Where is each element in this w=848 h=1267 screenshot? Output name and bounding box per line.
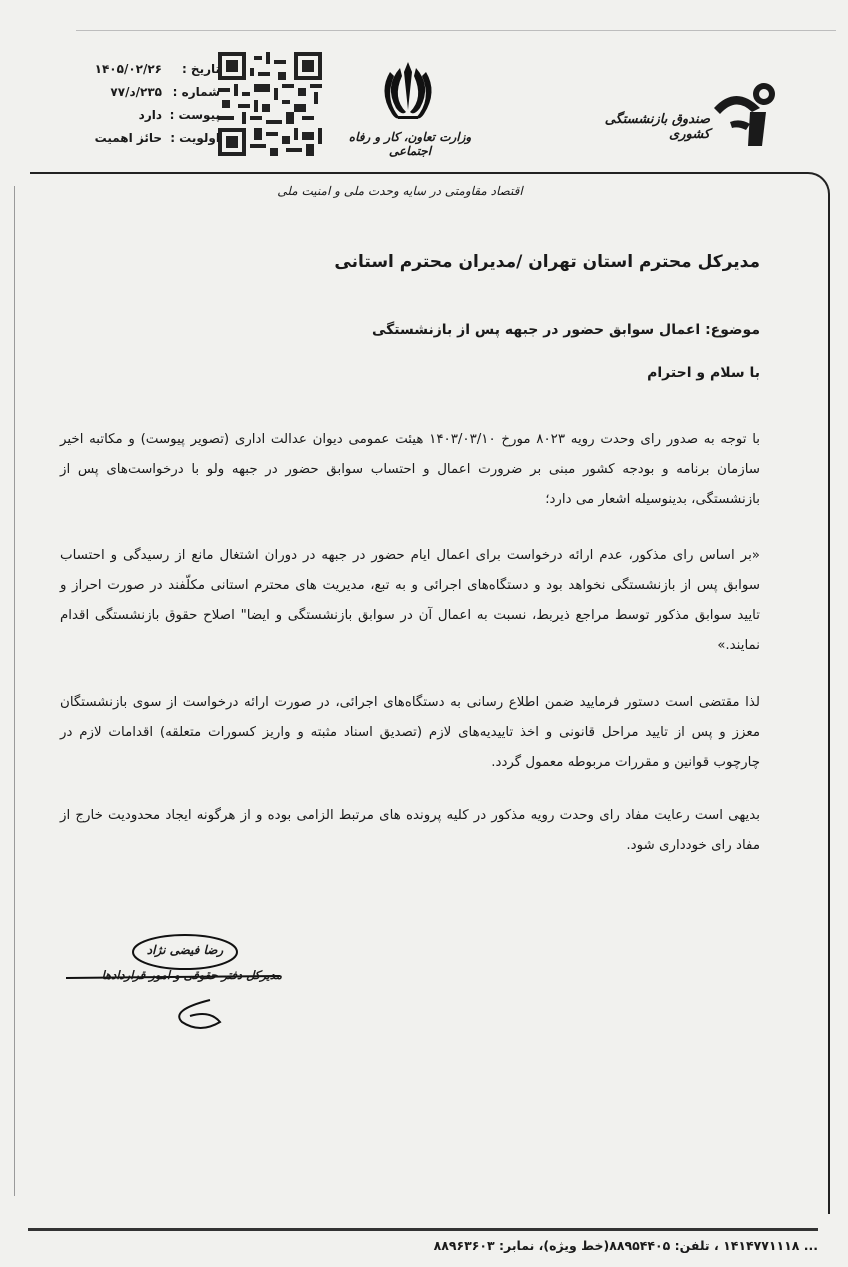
footer-contact: ... ۱۴۱۴۷۷۱۱۱۸ ، تلفن: ۸۸۹۵۴۴۰۵(خط ویژه)، نمابر: ۸۸۹۶۳۶۰۳ xyxy=(433,1238,818,1253)
meta-number: شماره : ۲۳۵/د/۷۷ xyxy=(110,85,220,99)
signatory-name: رضا فیضی نژاد xyxy=(146,943,224,957)
meta-priority: اولویت : حائز اهمیت xyxy=(94,131,220,145)
letter-meta xyxy=(60,58,220,150)
pension-fund-logo-icon xyxy=(706,78,786,148)
subject-line: موضوع: اعمال سوابق حضور در جبهه پس از بازنشستگی xyxy=(371,322,760,338)
ministry-name: وزارت تعاون، کار و رفاه اجتماعی xyxy=(348,130,472,158)
slogan: اقتصاد مقاومتی در سایه وحدت ملی و امنیت ملی xyxy=(277,184,523,198)
footer-rule xyxy=(28,1228,818,1231)
national-emblem-icon xyxy=(378,58,438,128)
body-paragraph-1: با توجه به صدور رای وحدت رویه ۸۰۲۳ مورخ ۱۴۰۳/۰۳/۱۰ هیئت عمومی دیوان عدالت اداری (تصویر پیوست) و مکاتبه اخیر سازمان برنامه و بودجه کشور مبنی بر ضرورت اعمال و احتساب سوابق حضور در جبهه ولو با درخواست‌های پس از بازنشستگی، بدینوسیله اشعار می دارد؛ xyxy=(60,432,761,507)
left-edge-line xyxy=(14,186,15,1196)
body-paragraph-quote: «بر اساس رای مذکور، عدم ارائه درخواست برای اعمال ایام حضور در جبهه در دوران اشتغال مانع از رسیدگی و احتساب سوابق پس از بازنشستگی نخواهد بود و دستگاه‌های اجرائی و به تبع، مدیریت های محترم استانی مکلّفند در صورت احراز و تایید سوابق مذکور توسط مراجع ذیربط، نسبت به اعمال آن در سوابق بازنشستگی و ایضا" اصلاح حقوق بازنشستگی اقدام نمایند.» xyxy=(60,548,760,653)
greeting: با سلام و احترام xyxy=(647,365,760,381)
meta-attachment: پیوست : دارد xyxy=(138,108,220,122)
top-edge-line xyxy=(76,30,836,31)
signatory-title: مدیرکل دفتر حقوقی و امور قراردادها xyxy=(101,968,282,982)
body-paragraph-3: لذا مقتضی است دستور فرمایید ضمن اطلاع رسانی به دستگاه‌های اجرائی، در صورت ارائه درخواست از سوی بازنشستگان معزز و پس از تایید مراحل قانونی و اخذ تاییدیه‌های لازم (تصدیق اسناد مثبته و واریز کسورات متعلقه) اقدامات لازم در چارچوب قوانین و مقررات مربوطه معمول گردد. xyxy=(60,695,760,770)
addressee: مدیرکل محترم استان تهران /مدیران محترم استانی xyxy=(334,252,760,272)
qr-code xyxy=(218,52,322,156)
body-paragraph-4: بدیهی است رعایت مفاد رای وحدت رویه مذکور در کلیه پرونده های مرتبط الزامی بوده و از هرگونه ایجاد محدودیت خارج از مفاد رای خودداری شود. xyxy=(60,808,760,853)
fund-name: صندوق بازنشستگی کشوری xyxy=(604,112,710,142)
meta-date: تاریخ : ۱۴۰۵/۰۲/۲۶ xyxy=(94,62,220,76)
